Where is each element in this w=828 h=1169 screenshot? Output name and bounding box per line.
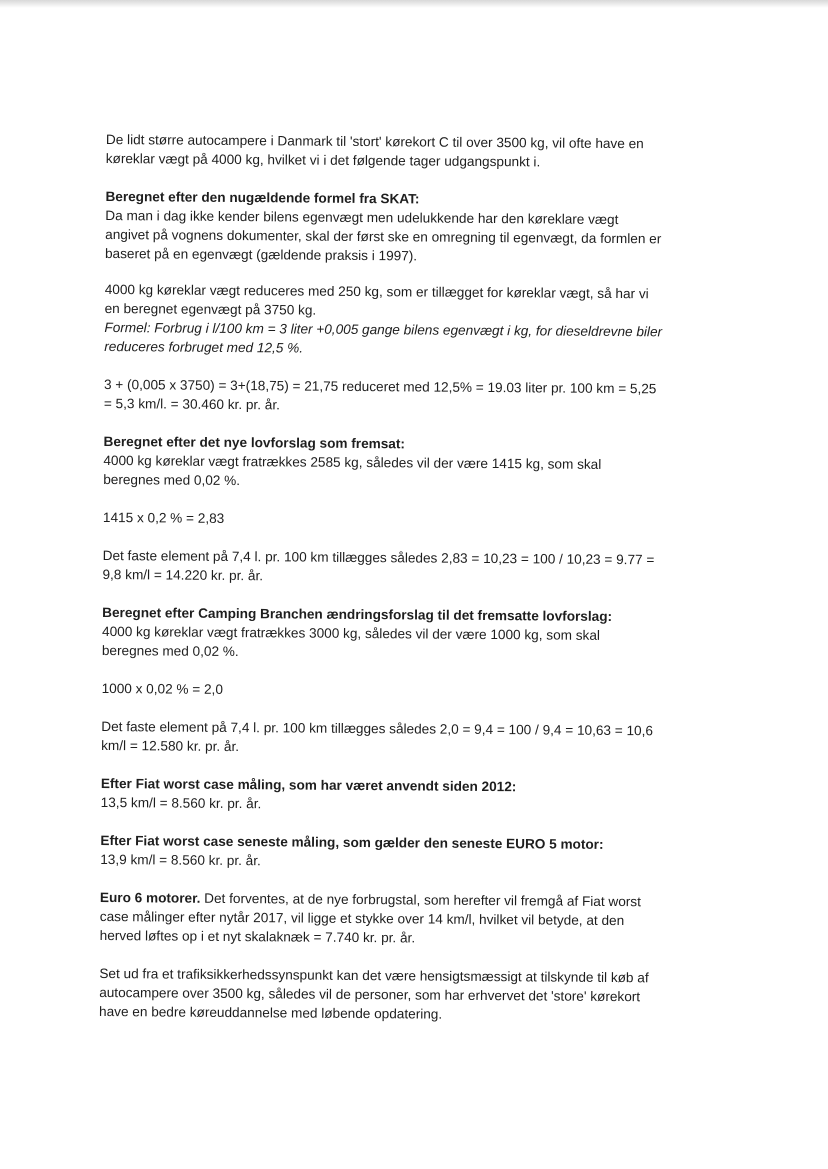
fiat-2012-section	[101, 774, 707, 817]
fiat-2012-value: 13,5 km/l = 8.560 kr. pr. år.	[100, 794, 262, 812]
lovforslag-section	[103, 432, 709, 494]
euro6-first-line-text: Det forventes, at de nye forbrugstal, som herefter vil fremgå af Fiat worst	[200, 890, 641, 910]
conclusion-line: have en bedre køreuddannelse med løbende opdatering.	[99, 1003, 443, 1022]
lovforslag-heading: Beregnet efter det nye lovforslag som fremsat:	[103, 433, 406, 452]
camping-line: 4000 kg køreklar vægt fratrækkes 3000 kg, således vil der være 1000 kg, som skal	[102, 623, 601, 643]
skat-line: angivet på vognens dokumenter, skal der først ske en omregning til egenvægt, da formlen er	[105, 226, 662, 247]
fiat-euro5-section	[100, 831, 706, 874]
fiat-2012-heading: Efter Fiat worst case måling, som har været anvendt siden 2012:	[100, 775, 517, 795]
skat-section	[105, 187, 712, 268]
camping-heading: Beregnet efter Camping Branchen ændringsforslag til det fremsatte lovforslag:	[102, 604, 613, 624]
lovforslag-result-line: 9,8 km/l = 14.220 kr. pr. år.	[102, 566, 264, 584]
skat-reduction-line: en beregnet egenvægt på 3750 kg.	[104, 300, 317, 318]
fiat-euro5-value: 13,9 km/l = 8.560 kr. pr. år.	[100, 851, 261, 869]
euro6-heading: Euro 6 motorer.	[99, 889, 201, 906]
skat-calculation	[104, 375, 710, 418]
camping-section	[102, 603, 708, 665]
lovforslag-calc-line: 1415 x 0,2 % = 2,83	[102, 509, 225, 526]
intro-line: køreklar vægt på 4000 kg, hvilket vi i det følgende tager udgangspunkt i.	[105, 150, 541, 170]
skat-line: baseret på en egenvægt (gældende praksis i 1997).	[104, 245, 418, 264]
scan-top-edge	[0, 0, 828, 8]
camping-result	[101, 717, 707, 760]
euro6-section	[100, 888, 706, 950]
skat-formula-line: Formel: Forbrug i l/100 km = 3 liter +0,005 gange bilens egenvægt i kg, for dieseldrevne biler	[104, 319, 663, 340]
skat-formula-line: reduceres forbruget med 12,5 %.	[104, 338, 304, 356]
skat-reduction-line: 4000 kg køreklar vægt reduceres med 250 kg, som er tillægget for køreklar vægt, så har vi	[104, 281, 649, 302]
lovforslag-result	[102, 546, 708, 589]
skat-line: Da man i dag ikke kender bilens egenvægt men udelukkende har den køreklare vægt	[105, 207, 619, 228]
conclusion-paragraph	[99, 964, 705, 1026]
skat-heading: Beregnet efter den nugældende formel fra SKAT:	[105, 188, 420, 207]
lovforslag-line: beregnes med 0,02 %.	[103, 471, 241, 489]
document-body	[99, 130, 712, 1026]
lovforslag-result-line: Det faste element på 7,4 l. pr. 100 km tillægges således 2,83 = 10,23 = 100 / 10,23 = 9.77 =	[102, 547, 655, 568]
skat-calc-line: = 5,3 km/l. = 30.460 kr. pr. år.	[103, 395, 280, 413]
skat-calc-line: 3 + (0,005 x 3750) = 3+(18,75) = 21,75 reduceret med 12,5% = 19.03 liter pr. 100 km = 5,25	[103, 376, 657, 397]
camping-result-line: km/l = 12.580 kr. pr. år.	[101, 737, 240, 755]
fiat-euro5-heading: Efter Fiat worst case seneste måling, som gælder den seneste EURO 5 motor:	[100, 832, 604, 852]
euro6-line: herved løftes op i et nyt skalaknæk = 7.740 kr. pr. år.	[99, 927, 416, 946]
lovforslag-line: 4000 kg køreklar vægt fratrækkes 2585 kg, således vil der være 1415 kg, som skal	[103, 452, 602, 472]
conclusion-line: Set ud fra et trafiksikkerhedssynspunkt kan det være hensigtsmæssigt at tilskynde til køb af	[99, 965, 649, 986]
camping-calc-line: 1000 x 0,02 % = 2,0	[101, 680, 223, 697]
conclusion-line: autocampere over 3500 kg, således vil de personer, som har erhvervet det 'store' kørekort	[99, 984, 641, 1005]
camping-line: beregnes med 0,02 %.	[101, 642, 239, 660]
euro6-line: case målinger efter nytår 2017, vil ligge et stykke over 14 km/l, hvilket vil betyde, at den	[99, 908, 625, 929]
intro-paragraph	[106, 130, 712, 173]
intro-line: De lidt større autocampere i Danmark til 'stort' kørekort C til over 3500 kg, vil ofte have en	[105, 131, 644, 152]
camping-result-line: Det faste element på 7,4 l. pr. 100 km tillægges således 2,0 = 9,4 = 100 / 9,4 = 10,63 = 10,6	[101, 718, 654, 739]
skat-reduction	[104, 280, 711, 361]
